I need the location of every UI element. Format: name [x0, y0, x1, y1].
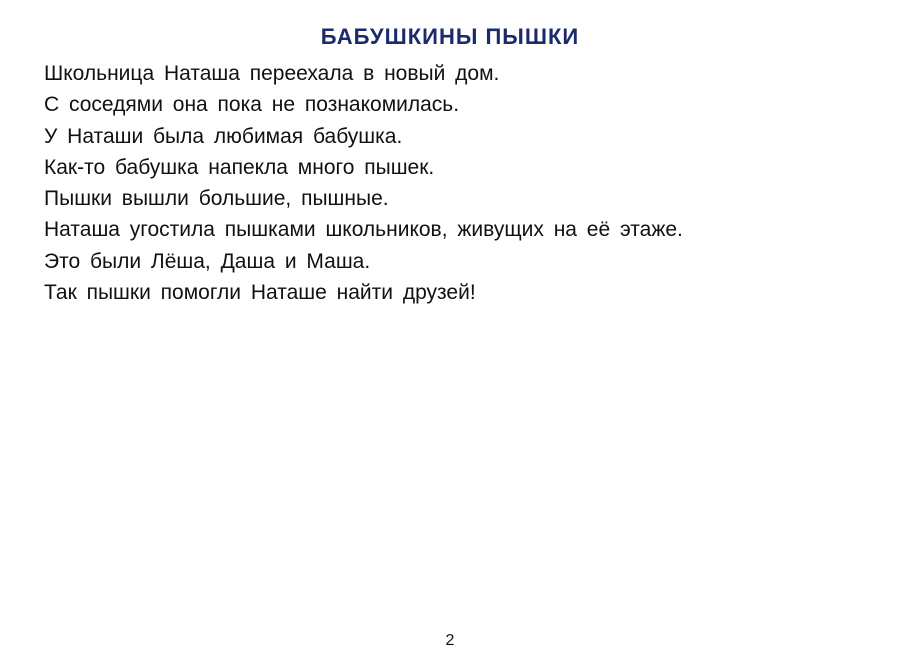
story-line: Школьница Наташа переехала в новый дом.: [44, 62, 500, 85]
story-line: Это были Лёша, Даша и Маша.: [44, 249, 371, 273]
story-line: Так пышки помогли Наташе найти друзей!: [44, 281, 476, 305]
story-line: У Наташи была любимая бабушка.: [44, 124, 403, 148]
story-line: Пышки вышли большие, пышные.: [44, 187, 389, 211]
story-line: С соседями она пока не познакомилась.: [44, 93, 460, 117]
story-text: [44, 58, 874, 308]
story-line: Как-то бабушка напекла много пышек.: [44, 155, 435, 179]
story-line: Наташа угостила пышками школьников, живущих на её этаже.: [44, 218, 683, 242]
story-title: БАБУШКИНЫ ПЫШКИ: [320, 24, 580, 49]
page-number: 2: [445, 632, 455, 649]
